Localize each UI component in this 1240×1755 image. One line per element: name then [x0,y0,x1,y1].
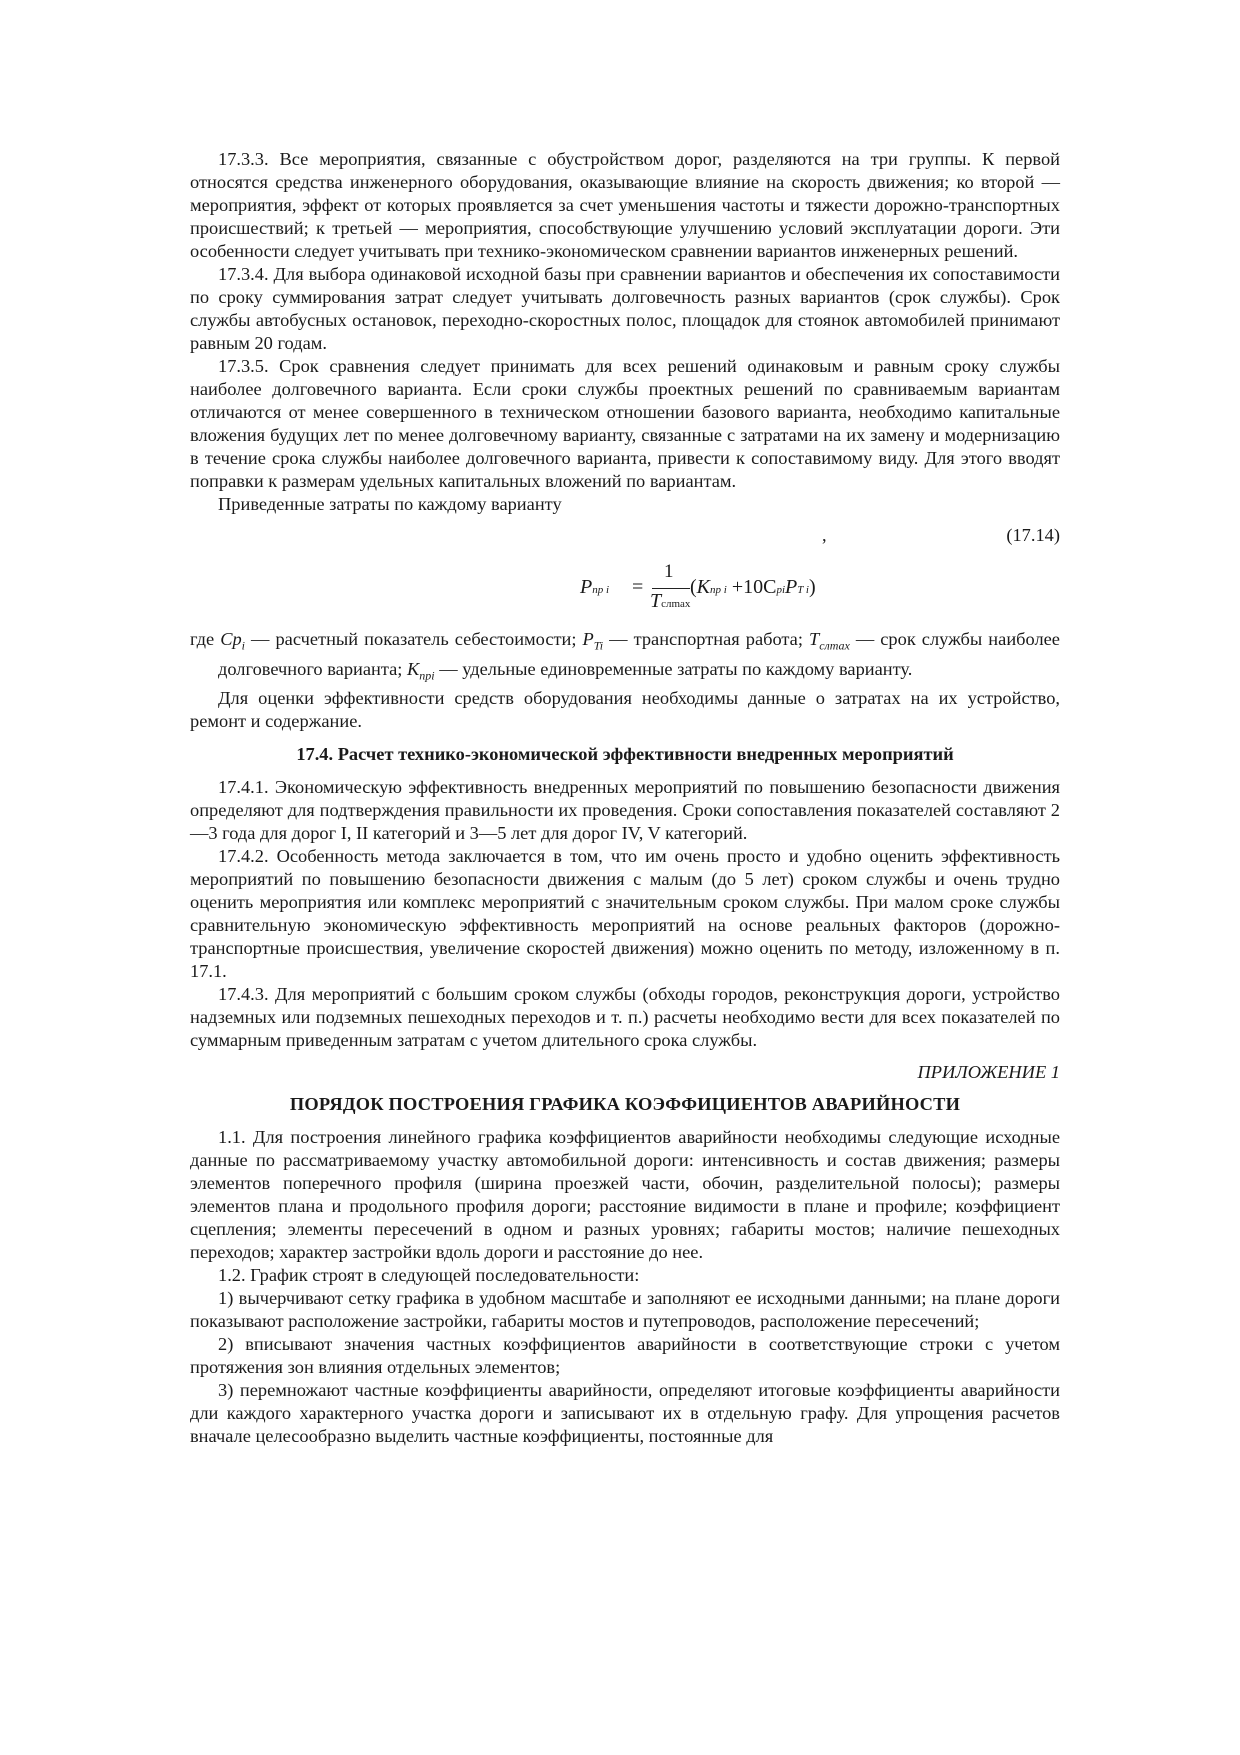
formula-denominator: Tслmax [650,590,691,612]
formula-number: (17.14) [1006,525,1060,545]
formula-expression [580,544,860,610]
paragraph-equipment-costs: Для оценки эффективности средств оборудования необходимы данные о затратах на их устройство, ремонт и содержание. [190,688,1060,732]
paragraph-17-3-5: 17.3.5. Срок сравнения следует принимать для всех решений одинаковым и равным сроку службы наиболее долговечного варианта. Если сроки службы проектных решений по сравниваемым вариантам отличаются от менее совершенного в техническом отношении базового варианта, необходимо капитальные вложения будущих лет по менее долговечному варианту, связанные с затратами на их замену и модернизацию в течение срока службы наиболее долговечного варианта, привести к сопоставимому виду. Для этого вводят поправки к размерам удельных капитальных вложений по вариантам. [190,356,1060,491]
appendix-title: ПОРЯДОК ПОСТРОЕНИЯ ГРАФИКА КОЭФФИЦИЕНТОВ АВАРИЙНОСТИ [289,1094,961,1115]
formula-equals: = [632,576,644,598]
formula-legend: где $Cp_i$ — расчетный показатель себестоимости; $P_{Ti}$ — транспортная работа; $T_{слmax}$ — срок службы наиболее долговечного варианта; $K_{прi}$ — удельные единовременные затраты по каждому варианту. [190,629,1060,683]
formula-comma: , [822,525,827,545]
formula-17-14 [190,518,1060,618]
list-item-1: 1) вычерчивают сетку графика в удобном масштабе и заполняют ее исходными данными; на плане дороги показывают расположение застройки, габариты мостов и путепроводов, расположение пересечений; [190,1288,1060,1332]
paragraph-17-3-4: 17.3.4. Для выбора одинаковой исходной базы при сравнении вариантов и обеспечения их сопоставимости по сроку суммирования затрат следует учитывать долговечность разных вариантов (срок службы). Срок службы автобусных остановок, переходно-скоростных полос, площадок для стоянок автомобилей принимают равным 20 годам. [190,264,1060,353]
formula-rhs: (Kпр i +10CpiPT i) [690,576,816,598]
document-page [190,148,1060,1448]
paragraph-reduced-costs: Приведенные затраты по каждому варианту [218,494,562,514]
list-item-3: 3) перемножают частные коэффициенты аварийности, определяют итоговые коэффициенты аварийности дли каждого характерного участка дороги и записывают их в отдельную графу. Для упрощения расчетов вначале целесообразно выделить частные коэффициенты, постоянные для [190,1380,1060,1447]
fraction-bar [652,588,690,589]
paragraph-1-1: 1.1. Для построения линейного графика коэффициентов аварийности необходимы следующие исходные данные по рассматриваемому участку автомобильной дороги: интенсивность и состав движения; размеры элементов поперечного профиля (ширина проезжей части, обочин, разделительной полосы); размеры элементов плана и продольного профиля дороги; расстояние видимости в плане и профиле; коэффициент сцепления; элементы пересечений в одном и разных уровнях; габариты мостов; наличие пешеходных переходов; характер застройки вдоль дороги и расстояние до нее. [190,1127,1060,1263]
list-item-2: 2) вписывают значения частных коэффициентов аварийности в соответствующие строки с учетом протяжения зон влияния отдельных элементов; [190,1334,1060,1378]
paragraph-17-3-3: 17.3.3. Все мероприятия, связанные с обустройством дорог, разделяются на три группы. К первой относятся средства инженерного оборудования, оказывающие влияние на скорость движения; ко второй — мероприятия, эффект от которых проявляется за счет уменьшения частоты и тяжести дорожно-транспортных происшествий; к третьей — мероприятия, способствующие улучшению условий эксплуатации дороги. Эти особенности следует учитывать при технико-экономическом сравнении вариантов инженерных решений. [190,149,1060,261]
paragraph-17-4-3: 17.4.3. Для мероприятий с большим сроком службы (обходы городов, реконструкция дороги, устройство надземных или подземных пешеходных переходов и т. п.) расчеты необходимо вести для всех показателей по суммарным приведенным затратам с учетом длительного срока службы. [190,984,1060,1051]
formula-numerator: 1 [664,561,674,582]
paragraph-1-2: 1.2. График строят в следующей последовательности: [218,1265,640,1286]
formula-lhs: Pпр i [580,576,610,598]
appendix-label: ПРИЛОЖЕНИЕ 1 [917,1062,1060,1083]
section-title-17-4: 17.4. Расчет технико-экономической эффективности внедренных мероприятий [296,744,954,765]
paragraph-17-4-2: 17.4.2. Особенность метода заключается в том, что им очень просто и удобно оценить эффективность мероприятий по повышению безопасности движения с малым (до 5 лет) сроком службы и очень трудно оценить мероприятия или комплекс мероприятий с значительным сроком службы. При малом сроке службы сравнительную экономическую эффективность мероприятий на основе реальных факторов (дорожно-транспортные происшествия, увеличение скоростей движения) можно оценить по методу, изложенному в п. 17.1. [190,846,1060,982]
paragraph-17-4-1: 17.4.1. Экономическую эффективность внедренных мероприятий по повышению безопасности движения определяют для подтверждения правильности их проведения. Сроки сопоставления показателей составляют 2—3 года для дорог I, II категорий и 3—5 лет для дорог IV, V категорий. [190,777,1060,844]
